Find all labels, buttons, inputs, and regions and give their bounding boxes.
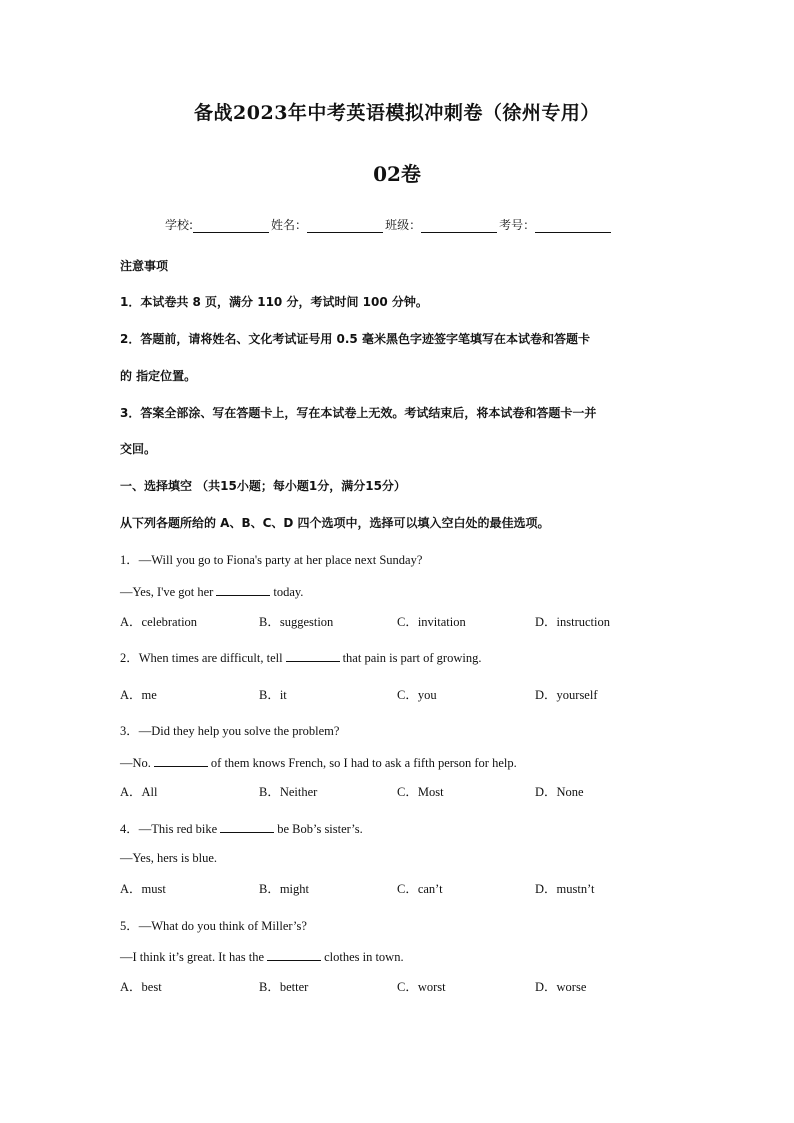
q3-blank[interactable] — [154, 754, 208, 767]
note-1: 1．本试卷共 8 页，满分 110 分，考试时间 100 分钟。 — [120, 295, 428, 309]
q4-option-b[interactable]: B．might — [259, 882, 310, 896]
notes-heading: 注意事项 — [120, 259, 169, 273]
q5-answer-line: —I think it’s great. It has the clothes in town. — [120, 950, 404, 964]
note-3-line-1: 3．答案全部涂、写在答题卡上，写在本试卷上无效。考试结束后，将本试卷和答题卡一并 — [120, 406, 597, 420]
student-info-line — [165, 216, 613, 233]
class-blank[interactable] — [421, 218, 497, 233]
q4-blank[interactable] — [220, 820, 274, 833]
q4-option-a[interactable]: A．must — [120, 882, 166, 896]
q5-stem: 5．—What do you think of Miller’s? — [120, 919, 307, 933]
q4-option-d[interactable]: D．mustn’t — [535, 882, 595, 896]
q5-option-b[interactable]: B．better — [259, 980, 309, 994]
note-2-line-2: 的 指定位置。 — [120, 369, 197, 383]
number-label: 考号： — [499, 218, 536, 232]
school-blank[interactable] — [193, 218, 269, 233]
q2-option-c[interactable]: C．you — [397, 688, 437, 702]
q2-option-d[interactable]: D．yourself — [535, 688, 598, 702]
name-blank[interactable] — [307, 218, 383, 233]
q4-option-c[interactable]: C．can’t — [397, 882, 443, 896]
q5-option-a[interactable]: A．best — [120, 980, 162, 994]
q2-stem: 2．When times are difficult, tell that pain is part of growing. — [120, 651, 482, 665]
q1-answer-line: —Yes, I've got her today. — [120, 585, 304, 599]
q3-option-a[interactable]: A．All — [120, 785, 158, 799]
q2-option-b[interactable]: B．it — [259, 688, 287, 702]
section-heading: 一、选择填空 （共15小题；每小题1分，满分15分） — [120, 479, 406, 493]
school-label: 学校: — [165, 218, 194, 232]
q5-option-d[interactable]: D．worse — [535, 980, 587, 994]
q4-answer-line: —Yes, hers is blue. — [120, 851, 217, 865]
q1-option-b[interactable]: B．suggestion — [259, 615, 334, 629]
q3-stem: 3．—Did they help you solve the problem? — [120, 724, 340, 738]
paper-number: 02卷 — [373, 162, 421, 186]
q1-blank[interactable] — [216, 583, 270, 596]
q1-option-c[interactable]: C．invitation — [397, 615, 466, 629]
q1-option-a[interactable]: A．celebration — [120, 615, 198, 629]
note-3-line-2: 交回。 — [120, 442, 157, 456]
q1-stem: 1．—Will you go to Fiona's party at her place next Sunday? — [120, 553, 423, 567]
q5-option-c[interactable]: C．worst — [397, 980, 446, 994]
number-blank[interactable] — [535, 218, 611, 233]
q2-option-a[interactable]: A．me — [120, 688, 157, 702]
page-title: 备战2023年中考英语模拟冲刺卷（徐州专用） — [194, 102, 600, 124]
q4-stem: 4．—This red bike be Bob’s sister’s. — [120, 822, 363, 836]
name-label: 姓名： — [271, 218, 308, 232]
section-instruction: 从下列各题所给的 A、B、C、D 四个选项中，选择可以填入空白处的最佳选项。 — [120, 516, 550, 530]
note-2-line-1: 2．答题前，请将姓名、文化考试证号用 0.5 毫米黑色字迹签字笔填写在本试卷和答题卡 — [120, 332, 590, 346]
q5-blank[interactable] — [267, 948, 321, 961]
q2-blank[interactable] — [286, 649, 340, 662]
q3-option-c[interactable]: C．Most — [397, 785, 444, 799]
q1-option-d[interactable]: D．instruction — [535, 615, 610, 629]
q3-answer-line: —No. of them knows French, so I had to ask a fifth person for help. — [120, 756, 517, 770]
q3-option-d[interactable]: D．None — [535, 785, 584, 799]
q3-option-b[interactable]: B．Neither — [259, 785, 318, 799]
class-label: 班级： — [385, 218, 422, 232]
